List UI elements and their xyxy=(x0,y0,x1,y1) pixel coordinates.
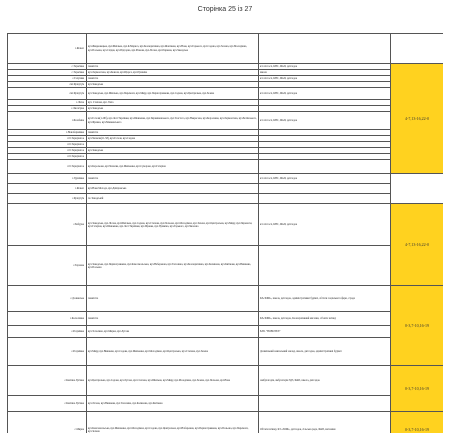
organizations-cell: Дошкільний навчальний заклад, школа, дитсадок, адміністративні будівлі xyxy=(259,338,391,366)
table-row xyxy=(8,338,444,366)
locality-cell: с.Лісне xyxy=(8,100,87,106)
table-row xyxy=(8,173,444,183)
streets-cell: вул.Заводська xyxy=(87,106,259,112)
table-row xyxy=(8,412,444,433)
locality-cell: пгт.Тернуватое xyxy=(8,136,87,142)
streets-cell: вул.Тополина, вул.Мирна, вул.Лугова xyxy=(87,326,259,338)
streets-cell: вул.Лермонтова, вул.Коваля, вул.Щорса, вул.Пушкіна xyxy=(87,70,259,76)
locality-cell: смт.Кушугум xyxy=(8,82,87,88)
locality-cell: с.Балабине xyxy=(8,112,87,130)
outage-time-cell: 4-7,13-16,22-0 xyxy=(391,204,444,286)
locality-cell: с.Галушки xyxy=(8,76,87,82)
organizations-cell xyxy=(259,396,391,412)
organizations-cell: Б.Ю. "НОВОТЕЛ" xyxy=(259,326,391,338)
outage-schedule-table xyxy=(7,33,443,433)
organizations-cell: Об'єкти зв'язку, КЗ «ЗОШ», дитсадок, сільська рада, ФАП, магазини xyxy=(259,412,391,433)
locality-cell: с.Новобаранівка xyxy=(8,130,87,136)
streets-cell: повністю xyxy=(87,173,259,183)
locality-cell: с.Кушугум xyxy=(8,194,87,204)
streets-cell: по Заводській xyxy=(87,194,259,204)
streets-cell: вул.Миру, вул.Вишнева, вул.Садова, вул.Шевченка, вул.Молодіжна, вул.Центральна, вул.Степова, вул.Зелена xyxy=(87,338,259,366)
organizations-cell: к/п лісгосп, КНС, ФАП, дитсадок xyxy=(259,88,391,100)
streets-cell: вул.Заводська, вул.Лісова, вул.Шкільна, вул.Садова, вул.Степова, вул.Польова, вул.Молодіжна, вул.Зелена, вул.Центральна, вул.Миру, вул.Перемоги, вул.Гагаріна, вул.Шевченка, вул.Лесі Українки, вул.Франка, вул.Пушкіна, вул.Горького, вул.Чкалова xyxy=(87,204,259,246)
locality-cell: с.Долинське xyxy=(8,286,87,312)
schedule-table-body xyxy=(8,34,444,434)
streets-cell: вул.Центральна, вул.Садова, вул.Лугова, вул.Степова, вул.Шкільна, вул.Миру, вул.Молодіжна, вул.Зелена, вул.Польова, вул.Нова xyxy=(87,366,259,396)
organizations-cell: КЗ«ЗОШ», школа, дитсадок, адміністративні будівлі, об'єкти соціальної сфери, с/рада xyxy=(259,286,391,312)
organizations-cell xyxy=(259,160,391,174)
locality-cell: с.Розумівка xyxy=(8,326,87,338)
outage-time-cell xyxy=(391,34,444,64)
locality-cell: с.Кам'яна Лугівка xyxy=(8,396,87,412)
table-row xyxy=(8,160,444,174)
streets-cell: повністю xyxy=(87,312,259,326)
organizations-cell: КЗ«ЗОШ», школа, дитсадок, Кооперативний магазин, об'єкти зв'язку xyxy=(259,312,391,326)
organizations-cell: к/п лісгосп, КНС, ФАП, дитсадок xyxy=(259,112,391,130)
locality-cell: с.Мирне xyxy=(8,412,87,433)
table-row xyxy=(8,366,444,396)
streets-cell: вул.Чапаєва(11-58), вул.Гоголя, вул.Садова xyxy=(87,136,259,142)
table-row xyxy=(8,194,444,204)
locality-cell: пгт.Тернуватое xyxy=(8,142,87,148)
streets-cell: вул.Заводська, вул.Першотравнева, вул.Комсомольська, вул.Набережна, вул.Тополина, вул.Кооперативна, вул.Калинова, вул.Квіткова, вул.Вишнева, вул.Польова xyxy=(87,246,259,286)
streets-cell: повністю xyxy=(87,64,259,70)
table-row xyxy=(8,204,444,246)
streets-cell: вул.Лісова, вул.Вишнева, вул.Тополина, вул.Калинова, вул.Квіткова xyxy=(87,396,259,412)
streets-cell: вул.Заводська, вул.Шкільна, вул.Перемоги, вул.Миру, вул.Першотравнева, вул.Садова, вул.Центральна, вул.Зелена xyxy=(87,88,259,100)
organizations-cell: школа xyxy=(259,70,391,76)
organizations-cell: к/п лісгосп, КНС, ФАП, дитсадок xyxy=(259,64,391,70)
locality-cell: пгт.Тернуватое xyxy=(8,148,87,154)
streets-cell: повністю xyxy=(87,286,259,312)
organizations-cell: к/п лісгосп, КНС, ФАП, дитсадок xyxy=(259,173,391,183)
table-row xyxy=(8,34,444,64)
locality-cell: с.Кічкас xyxy=(8,34,87,64)
table-row xyxy=(8,246,444,286)
locality-cell: смт.Кушугум xyxy=(8,88,87,100)
locality-cell: с.Бабурка xyxy=(8,204,87,246)
locality-cell: пгт.Тернуватое xyxy=(8,160,87,174)
locality-cell: пгт.Тернуватое xyxy=(8,154,87,160)
locality-cell: с.Кам'яна Лугівка xyxy=(8,366,87,396)
outage-time-cell: 4-7,13-16,22-0 xyxy=(391,64,444,174)
table-row xyxy=(8,326,444,338)
locality-cell: с.Тарасівка xyxy=(8,70,87,76)
locality-cell: с.Розумівка xyxy=(8,338,87,366)
outage-time-cell: 0-3,7-10,16-19 xyxy=(391,286,444,366)
table-row xyxy=(8,88,444,100)
streets-cell: вул.Нова Молода, вул.Дніпровська xyxy=(87,183,259,193)
streets-cell: вул.Заводська xyxy=(87,82,259,88)
streets-cell: повністю xyxy=(87,76,259,82)
page-header: Сторінка 25 із 27 xyxy=(197,6,253,13)
organizations-cell: к/п лісгосп, КНС, ФАП, дитсадок xyxy=(259,204,391,246)
streets-cell: вул.Комсомольська, вул.Шевченка, вул.Молодіжна, вул.Садова, вул.Центральна, вул.Набережна, вул.Першотравнева, вул.Польова, вул.Перемоги, вул.Зелена xyxy=(87,412,259,433)
table-row xyxy=(8,112,444,130)
organizations-cell xyxy=(259,34,391,64)
table-row xyxy=(8,183,444,193)
streets-cell: вул.Жидковецька, вул.Шкільна, вул.К.Маркса, вул.Кооперативна, вул.Жовтнева, вул.Нова, вул.Горького, вул.Садова, вул.Зелена, вул.Молодіжна, вул.Польова, вул.Східна, вул.Підгорна, вул.Річкова, вул.Лісова, вул.Паркова, вул.Заводська xyxy=(87,34,259,64)
table-row xyxy=(8,286,444,312)
locality-cell: с.Лисогірка xyxy=(8,106,87,112)
organizations-cell: Амбулаторія, амбулаторія ЗДЗ, ФАП, школа, дитсадок xyxy=(259,366,391,396)
table-row xyxy=(8,312,444,326)
locality-cell: с.Тернове xyxy=(8,246,87,286)
organizations-cell: к/п лісгосп, КНС, ФАП, дитсадок xyxy=(259,76,391,82)
outage-time-cell: 0-3,7-10,16-19 xyxy=(391,412,444,433)
organizations-cell xyxy=(259,194,391,204)
streets-cell: вул. Степова, вул. Тиха xyxy=(87,100,259,106)
streets-cell: вул.Корольова, вул.Чапаєва, вул.Шевченка, вул.Суворова, вул.Гагаріна xyxy=(87,160,259,174)
organizations-cell xyxy=(259,246,391,286)
locality-cell: с.Грушівка xyxy=(8,173,87,183)
organizations-cell xyxy=(259,183,391,193)
table-row xyxy=(8,396,444,412)
locality-cell: с.Кічкас xyxy=(8,183,87,193)
streets-cell: повністю xyxy=(87,130,259,136)
streets-cell: вул.Гоголя(1-26б), вул.Лесі Українки, вул.Шевченка, вул.Чернишевського, вул.Толстого, вул.Некрасова, вул.Короленка, вул.Лермонтова, вул.Бєлінського, вул.Франка, вул.Маяковського xyxy=(87,112,259,130)
locality-cell: с.Тарасівка xyxy=(8,64,87,70)
outage-time-cell: 0-3,7-10,16-19 xyxy=(391,366,444,412)
locality-cell: с.Колосківка xyxy=(8,312,87,326)
schedule-document xyxy=(7,33,443,433)
streets-cell: вул.Заводська xyxy=(87,148,259,154)
